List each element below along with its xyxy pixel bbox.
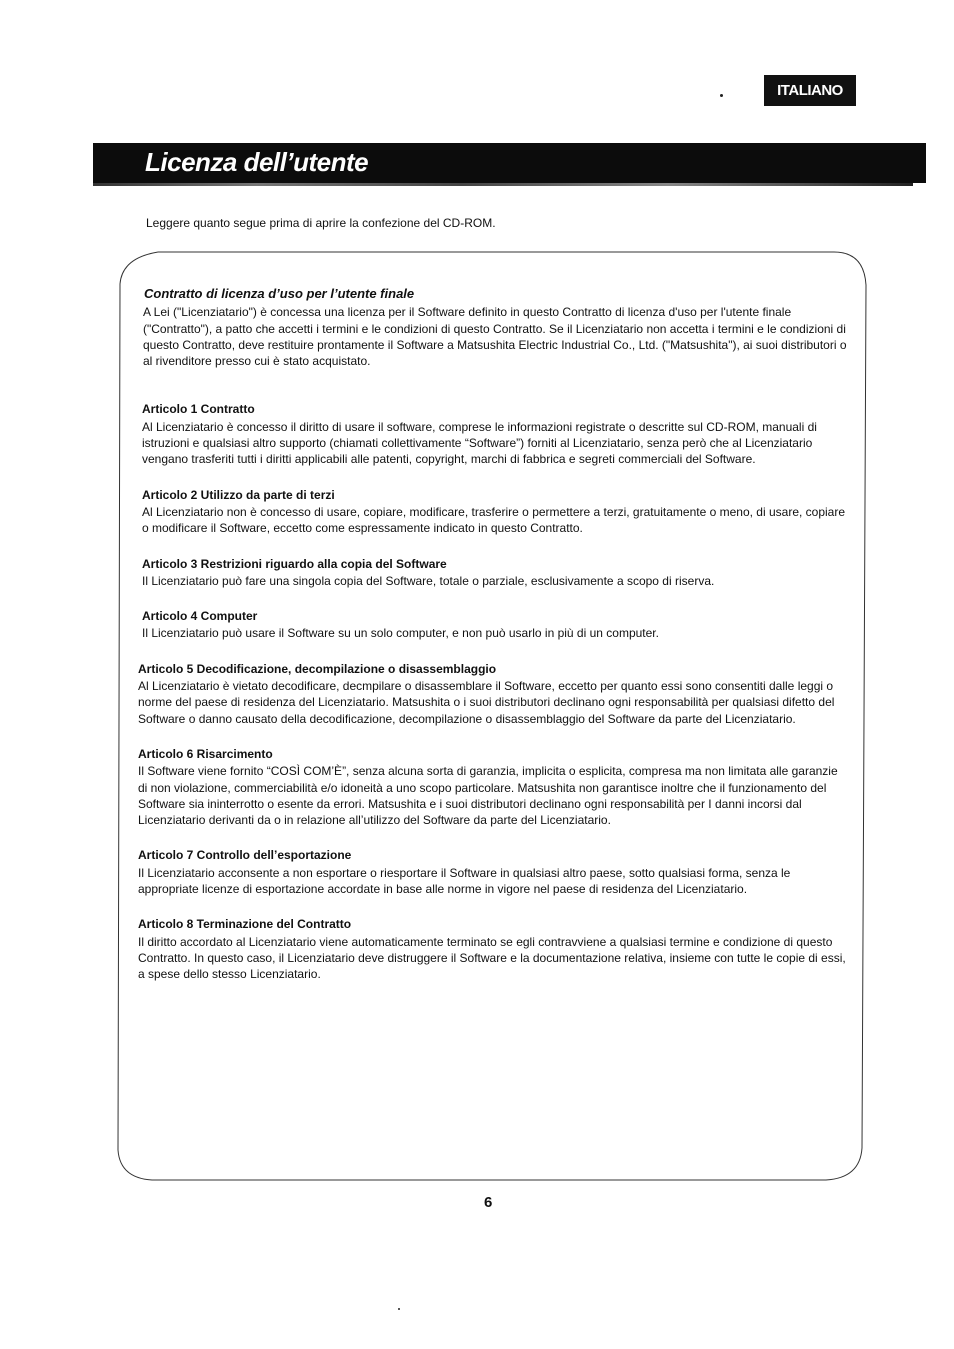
intro-text: Leggere quanto segue prima di aprire la confezione del CD-ROM. [146, 216, 496, 230]
page-number: 6 [484, 1194, 493, 1211]
article-heading: Articolo 5 Decodificazione, decompilazione o disassemblaggio [138, 661, 497, 676]
article-heading: Articolo 6 Risarcimento [138, 746, 273, 761]
article-heading: Articolo 2 Utilizzo da parte di terzi [142, 487, 335, 502]
article-heading: Articolo 4 Computer [142, 609, 258, 624]
article-5 [138, 661, 850, 727]
article-body: Il diritto accordato al Licenziatario viene automaticamente terminato se egli contravviene a qualsiasi termine e condizione di questo Contratto. In questo caso, il Licenziatario deve distruggere il Software e la documentazione relativa, insieme con tutte le copie di essi, a spese dello stesso Licenziatario. [138, 934, 846, 982]
article-body: Il Software viene fornito “COSÌ COM’È”, senza alcuna sorta di garanzia, implicita o esplicita, compresa ma non limitata alle garanzie di non violazione, commerciabilità e/o idoneità a uno scopo particolare. Matsushita non garantisce inoltre che il funzionamento del Software sia ininterrotto o esente da errori. Matsushita e i suoi distributori declinano ogni responsabilità per I danni incorsi dal Licenziatario derivanti da o in relazione all’utilizzo del Software da parte del Licenziatario. [138, 764, 838, 828]
article-6 [138, 746, 850, 828]
article-body: Al Licenziatario è concesso il diritto di usare il software, comprese le informazioni registrate o descritte sul CD-ROM, manuali di istruzioni e qualsiasi altro supporto (chiamati collettivamente “Software”) forniti al Licenziatario, senza però che al Licenziatario vengano trasferiti tutti i diritti applicabili alle patenti, copyright, marchi di fabbrica e segreti commerciali del Software. [142, 419, 817, 467]
article-body: Al Licenziatario è vietato decodificare, decmpilare o disassemblare il Software, eccetto per quanto essi sono consentiti dalle leggi o norme del paese di residenza del Licenziatario. Matsushita o i suoi distributori declinano ogni responsabilità per qualsiasi difetto del Software o danno causato della decodificazione, decompilazione o disassemblaggio del Software da parte del Licenziatario. [138, 679, 835, 726]
language-tab: ITALIANO [764, 75, 856, 106]
article-heading: Articolo 7 Controllo dell’esportazione [138, 848, 352, 863]
article-7 [138, 847, 850, 897]
article-body: Al Licenziatario non è concesso di usare, copiare, modificare, trasferire o permettere a terzi, gratuitamente o meno, di usare, copiare o modificare il Software, eccetto come espressamente indicato in questo Contratto. [142, 504, 846, 536]
contract-section [138, 286, 850, 983]
article-8 [138, 916, 850, 982]
article-2 [138, 487, 850, 537]
article-3 [138, 556, 850, 590]
article-heading: Articolo 1 Contratto [142, 402, 255, 417]
decorative-dot [398, 1308, 400, 1310]
article-4 [138, 608, 850, 642]
article-body: Il Licenziatario può usare il Software su un solo computer, e non può usarlo in più di un computer. [142, 626, 659, 641]
page-title: Licenza dell’utente [145, 147, 369, 177]
article-heading: Articolo 3 Restrizioni riguardo alla copia del Software [142, 556, 447, 571]
article-body: Il Licenziatario acconsente a non esportare o riesportare il Software in qualsiasi altro paese, sotto qualsiasi forma, senza le appropriate licenze di esportazione accordate in base alle norme in vigore nel paese di residenza del Licenziatario. [138, 865, 791, 897]
article-heading: Articolo 8 Terminazione del Contratto [138, 917, 352, 932]
contract-title: Contratto di licenza d’uso per l’utente finale [144, 286, 415, 301]
article-body: Il Licenziatario può fare una singola copia del Software, totale o parziale, esclusivamente a scopo di riserva. [142, 573, 715, 588]
article-1 [138, 401, 850, 467]
contract-intro-paragraph: A Lei ("Licenziatario") è concessa una licenza per il Software definito in questo Contratto di licenza d'uso per l'utente finale ("Contratto"), a patto che accetti i termini e le condizioni di questo Contratto. Se il Licenziatario non accetta i termini e le condizioni di questo Contratto, deve restituire prontamente il Software a Matsushita Electric Industrial Co., Ltd. ("Matsushita"), ai suoi distributori o al rivenditore presso cui è stato acquistato. [143, 305, 847, 369]
